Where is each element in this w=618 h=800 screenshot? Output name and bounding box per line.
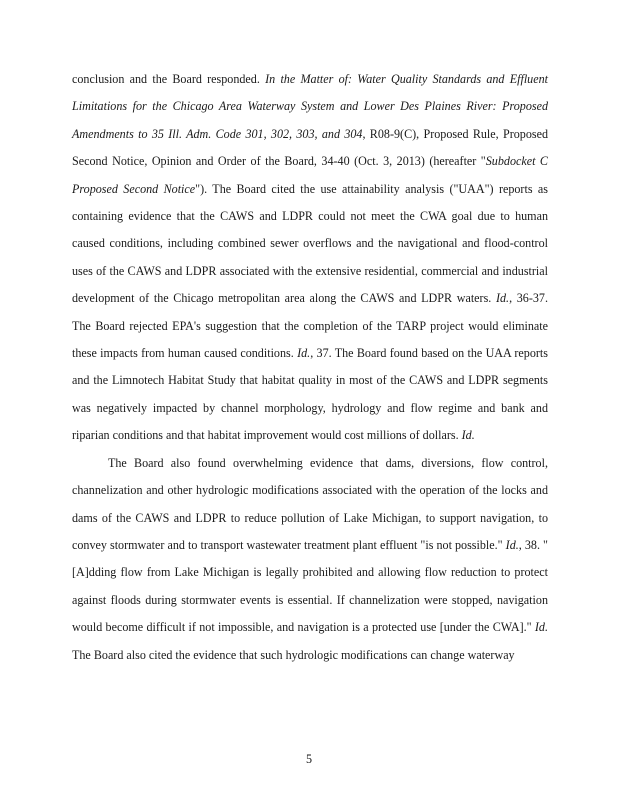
id-citation: Id. [461,428,475,443]
text-run: The Board also cited the evidence that such hydrologic modifications can change waterway [72,647,515,662]
text-run: "). The Board cited the use attainability analysis ("UAA") reports as containing evidence that the CAWS and LDPR could not meet the CWA goal due to human caused conditions, including combined sewer overflows and the navigational and flood-control uses of the CAWS and LDPR associated with the extensive residential, commercial and industrial development of the Chicago metropolitan area along the CAWS and LDPR waters. [72,181,548,306]
page-number: 5 [305,752,313,766]
text-run: , 37. The Board found based on the UAA reports and the Limnotech Habitat Study that habitat quality in most of the CAWS and LDPR segments was negatively impacted by channel morphology, hydrology and flow regime and bank and riparian conditions and that habitat improvement would cost millions of dollars. [72,346,548,443]
id-citation: Id. [534,620,548,635]
short-citation: Subdocket C Proposed Second Notice [72,154,548,196]
text-run: , R08-9(C), Proposed Rule, Proposed Second Notice, Opinion and Order of the Board, 34-40 (Oct. 3, 2013) (hereafter " [72,126,549,169]
text-run: conclusion and the Board responded. [72,72,266,86]
document-body [72,66,548,669]
id-citation: Id. [495,291,510,306]
id-citation: Id. [505,537,519,552]
paragraph [72,450,548,669]
id-citation: Id. [297,346,311,361]
case-citation: In the Matter of: Water Quality Standards and Effluent Limitations for the Chicago Area Waterway System and Lower Des Plaines River: Proposed Amendments to 35 Ill. Adm. Code 301, 302, 303, and 304 [72,72,548,141]
paragraph-continuation [72,66,548,450]
text-run: , 36-37. The Board rejected EPA's suggestion that the completion of the TARP project would eliminate these impacts from human caused conditions. [72,291,548,361]
text-run: , 38. "[A]dding flow from Lake Michigan is legally prohibited and allowing flow reduction to protect against floods during stormwater events is essential. If channelization were stopped, navigation would become difficult if not impossible, and navigation is a protected use [under the CWA]." [72,537,548,635]
text-run: The Board also found overwhelming evidence that dams, diversions, flow control, channelization and other hydrologic modifications associated with the operation of the locks and dams of the CAWS and LDPR to reduce pollution of Lake Michigan, to support navigation, to convey stormwater and to transport wastewater treatment plant effluent "is not possible." [72,455,548,552]
